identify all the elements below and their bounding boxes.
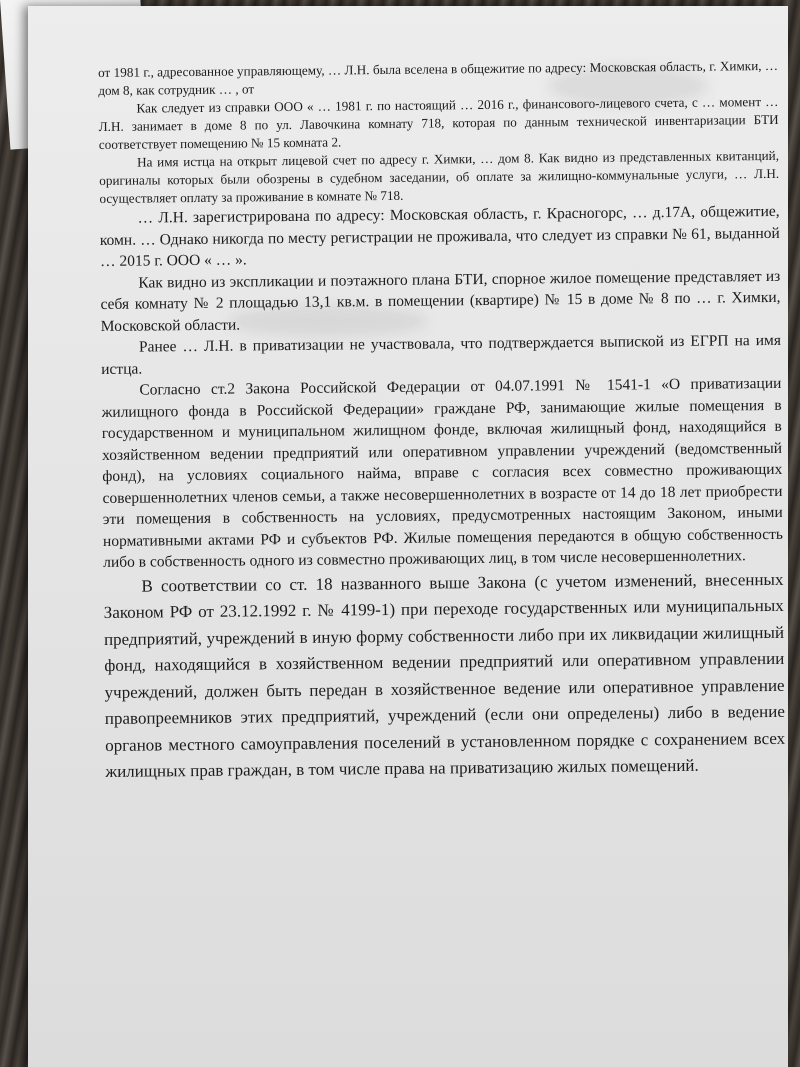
paragraph-8: В соответствии со ст. 18 названного выше Закона (с учетом изменений, внесенных Законом РФ от 23.12.1992 г. № 4199-1) при переходе государственных или муниципальных предприятий, учреждений в иную форму собственности либо при их ликвидации жилищный фонд, находящийся в хозяйственном ведении предприятий или оперативном управлении учреждений, должен быть передан в хозяйственное ведение или оперативное управление правопреемников этих предприятий, учреждений (если они определены) либо в ведение органов местного самоуправления поселений в установленном порядке с сохранением всех жилищных прав граждан, в том числе права на приватизацию жилых помещений.: [103, 569, 786, 781]
document-body: [98, 57, 786, 786]
paragraph-3: На имя истца на открыт лицевой счет по адресу г. Химки, … дом 8. Как видно из представленных квитанций, оригиналы которых были обозрены в судебном заседании, об оплате за жилищно-коммунальные услуги, … Л.Н. осуществляет оплату за проживание в комнате № 718.: [99, 147, 780, 206]
paragraph-2: Как следует из справки ООО « … 1981 г. по настоящий … 2016 г., финансового-лицевого счета, с … момент … Л.Н. занимает в доме 8 по ул. Лавочкина комнату 718, которая по данным технической инвентаризации БТИ соответствует помещению № 15 комната 2.: [98, 93, 779, 152]
paragraph-5: Как видно из экспликации и поэтажного плана БТИ, спорное жилое помещение представляет из себя комнату № 2 площадью 13,1 кв.м. в помещении (квартире) № 15 в доме № 8 по … г. Химки, Московской области.: [100, 267, 781, 335]
paragraph-7: Согласно ст.2 Закона Российской Федерации от 04.07.1991 № 1541-1 «О приватизации жилищного фонда в Российской Федерации» граждане РФ, занимающие жилые помещения в государственном и муниципальном жилищном фонде, включая жилищный фонд, находящийся в хозяйственном ведении предприятий или оперативном управлении учреждений (ведомственный фонд), на условиях социального найма, вправе с согласия всех совместно проживающих совершеннолетних членов семьи, а также несовершеннолетних в возрасте от 14 до 18 лет приобрести эти помещения в собственность на условиях, предусмотренных настоящим Законом, иными нормативными актами РФ и субъектов РФ. Жилые помещения передаются в общую собственность либо в собственность одного из совместно проживающих лиц, в том числе несовершеннолетних.: [101, 374, 784, 571]
paragraph-6: Ранее … Л.Н. в приватизации не участвовала, что подтверждается выпиской из ЕГРП на имя истца.: [101, 331, 782, 378]
paragraph-1: от 1981 г., адресованное управляющему, … Л.Н. была вселена в общежитие по адресу: Московская область, г. Химки, … дом 8, как сотрудник … , от: [98, 57, 779, 98]
document-page: [28, 6, 788, 1067]
paragraph-4: … Л.Н. зарегистрирована по адресу: Московская область, г. Красногорс, … д.17А, общежитие, комн. … Однако никогда по месту регистрации не проживала, что следует из справки № 61, выданной … 2015 г. ООО « … ».: [99, 202, 780, 270]
